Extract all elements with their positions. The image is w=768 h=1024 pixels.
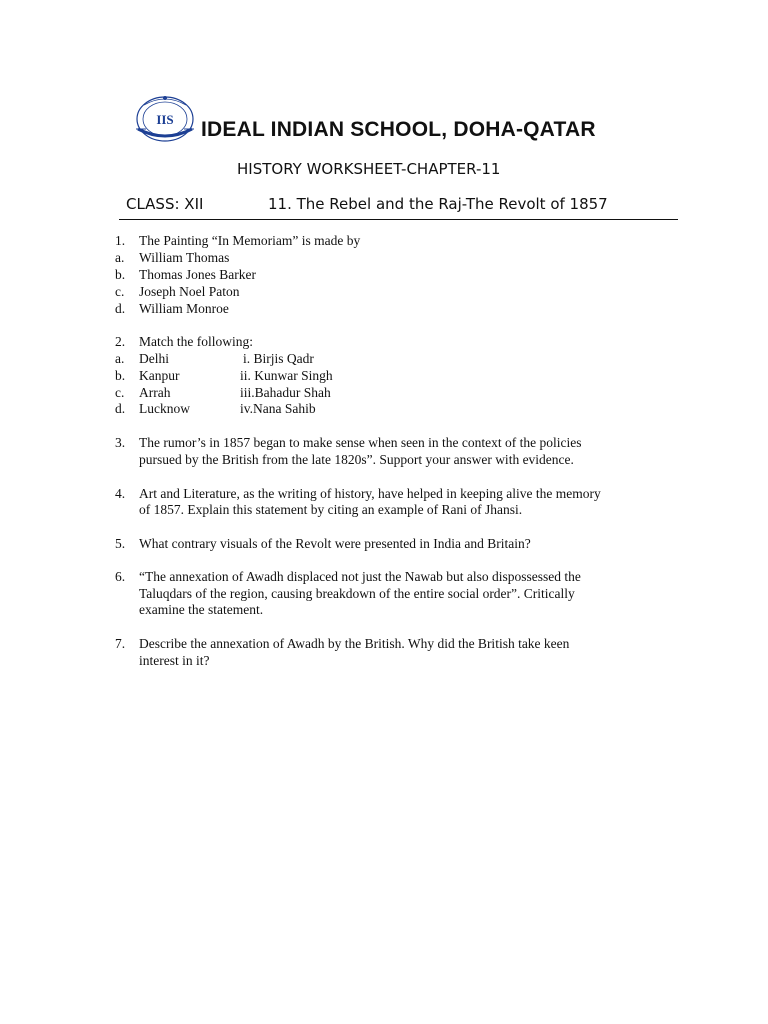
question-text: The Painting “In Memoriam” is made by: [139, 233, 361, 248]
match-right: ii. Kunwar Singh: [240, 368, 333, 383]
question-number: 2.: [115, 334, 126, 349]
question-text: “The annexation of Awadh displaced not just the Nawab but also dispossessed the: [139, 569, 581, 584]
option-marker: d.: [115, 301, 126, 316]
class-label: CLASS: XII: [126, 195, 204, 213]
match-left: Lucknow: [139, 401, 190, 416]
option-marker: a.: [115, 250, 125, 265]
option-text: William Monroe: [139, 301, 229, 316]
match-left: Kanpur: [139, 368, 180, 383]
match-marker: d.: [115, 401, 126, 416]
option-marker: b.: [115, 267, 126, 282]
question-text: Taluqdars of the region, causing breakdown of the entire social order”. Critically: [139, 586, 575, 601]
question-text: interest in it?: [139, 653, 210, 668]
match-right: iii.Bahadur Shah: [240, 385, 331, 400]
match-left: Delhi: [139, 351, 169, 366]
match-marker: b.: [115, 368, 126, 383]
header-divider: [119, 219, 678, 220]
question-text: examine the statement.: [139, 602, 264, 617]
school-name: IDEAL INDIAN SCHOOL, DOHA-QATAR: [201, 118, 596, 141]
question-text: Match the following:: [139, 334, 253, 349]
option-text: William Thomas: [139, 250, 230, 265]
question-number: 5.: [115, 536, 126, 551]
option-text: Joseph Noel Paton: [139, 284, 240, 299]
option-marker: c.: [115, 284, 125, 299]
question-text: Describe the annexation of Awadh by the British. Why did the British take keen: [139, 636, 570, 651]
chapter-title: 11. The Rebel and the Raj-The Revolt of 1857: [268, 195, 608, 213]
option-text: Thomas Jones Barker: [139, 267, 256, 282]
worksheet-subtitle: HISTORY WORKSHEET-CHAPTER-11: [237, 160, 501, 178]
match-right: iv.Nana Sahib: [240, 401, 316, 416]
question-text: Art and Literature, as the writing of history, have helped in keeping alive the memory: [139, 486, 601, 501]
question-number: 1.: [115, 233, 126, 248]
match-marker: c.: [115, 385, 125, 400]
match-marker: a.: [115, 351, 125, 366]
match-right: i. Birjis Qadr: [243, 351, 314, 366]
question-text: What contrary visuals of the Revolt were presented in India and Britain?: [139, 536, 531, 551]
school-logo: [134, 93, 196, 143]
match-left: Arrah: [139, 385, 171, 400]
question-number: 4.: [115, 486, 126, 501]
question-number: 7.: [115, 636, 126, 651]
question-text: The rumor’s in 1857 began to make sense when seen in the context of the policies: [139, 435, 582, 450]
question-text: pursued by the British from the late 1820s”. Support your answer with evidence.: [139, 452, 574, 467]
question-text: of 1857. Explain this statement by citing an example of Rani of Jhansi.: [139, 502, 523, 517]
question-number: 3.: [115, 435, 126, 450]
logo-text: IIS: [156, 112, 174, 127]
question-number: 6.: [115, 569, 126, 584]
